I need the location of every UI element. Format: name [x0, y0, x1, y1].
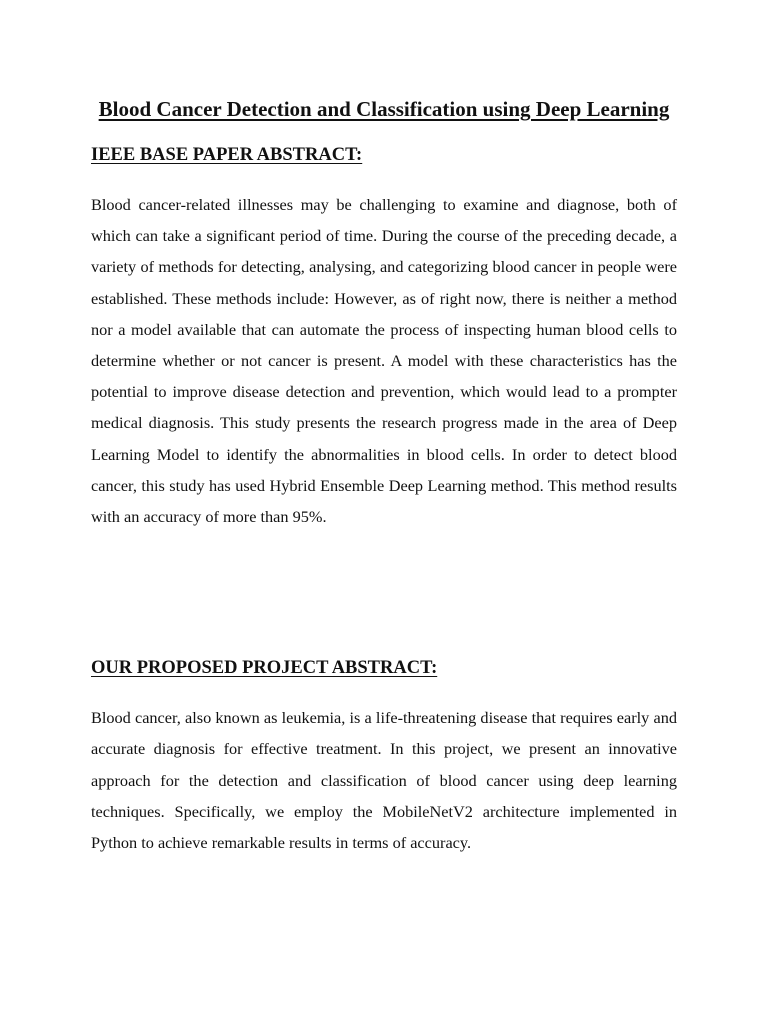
- proposed-abstract-heading: OUR PROPOSED PROJECT ABSTRACT:: [91, 658, 438, 679]
- proposed-abstract-paragraph: Blood cancer, also known as leukemia, is a life-threatening disease that requires early and accurate diagnosis for effective treatment. In this project, we present an innovative approach for the detection and classification of blood cancer using deep learning techniques. Specifically, we employ the MobileNetV2 architecture implemented in Python to achieve remarkable results in terms of accuracy.: [91, 708, 677, 853]
- ieee-abstract-paragraph: Blood cancer-related illnesses may be challenging to examine and diagnose, both of which can take a significant period of time. During the course of the preceding decade, a variety of methods for detecting, analysing, and categorizing blood cancer in people were established. These methods include: However, as of right now, there is neither a method nor a model available that can automate the process of inspecting human blood cells to determine whether or not cancer is present. A model with these characteristics has the potential to improve disease detection and prevention, which would lead to a prompter medical diagnosis. This study presents the research progress made in the area of Deep Learning Model to identify the abnormalities in blood cells. In order to detect blood cancer, this study has used Hybrid Ensemble Deep Learning method. This method results with an accuracy of more than 95%.: [91, 195, 677, 527]
- ieee-abstract-heading: IEEE BASE PAPER ABSTRACT:: [91, 145, 363, 165]
- document-title: Blood Cancer Detection and Classification using Deep Learning: [98, 97, 670, 121]
